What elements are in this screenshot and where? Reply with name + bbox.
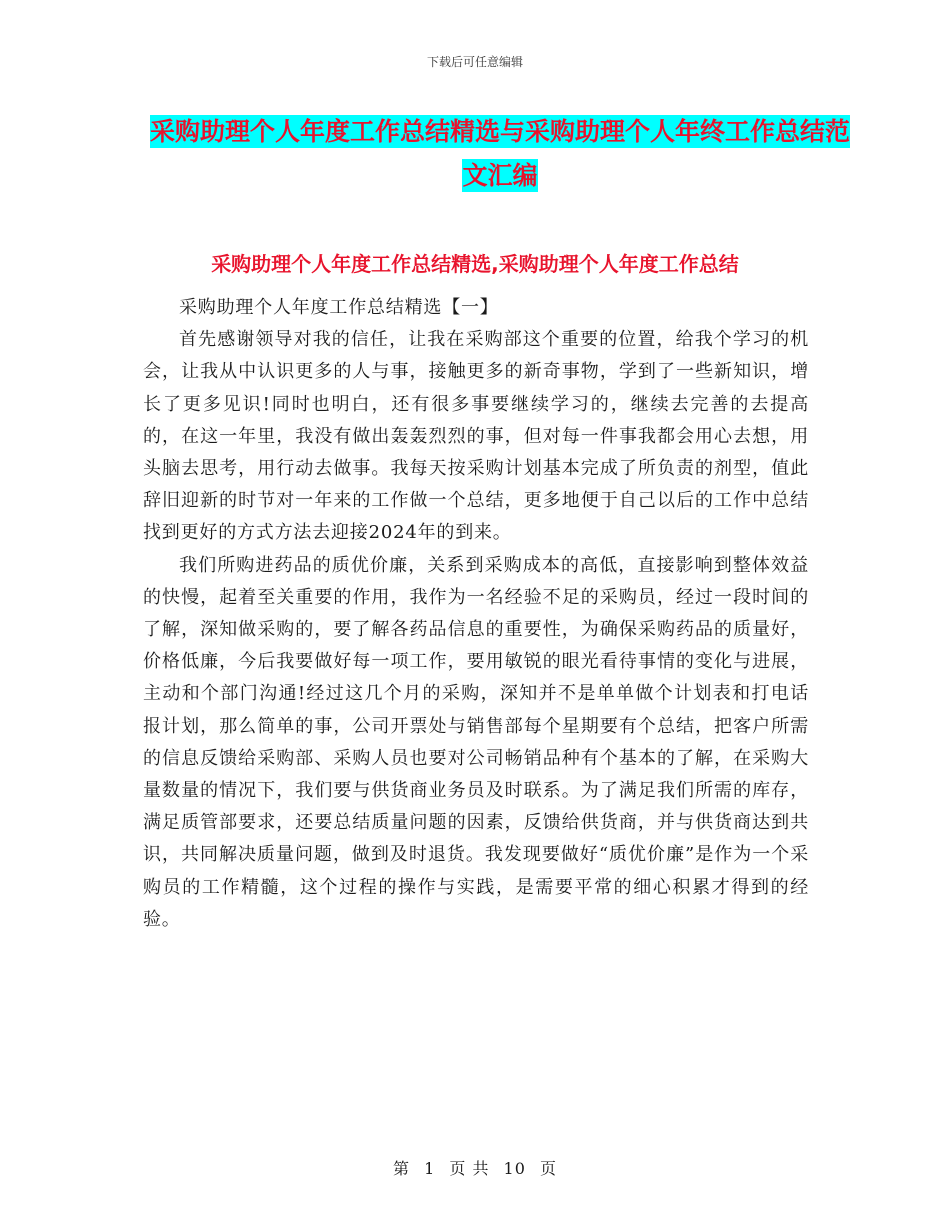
- body-subheading: 采购助理个人年度工作总结精选【一】: [179, 297, 499, 318]
- page-header-note: 下载后可任意编辑: [426, 55, 523, 69]
- footer-current-page: 1: [424, 1159, 436, 1178]
- document-body: [143, 292, 809, 936]
- footer-label-page: 第: [392, 1159, 410, 1178]
- body-paragraph-1: 首先感谢领导对我的信任，让我在采购部这个重要的位置，给我个学习的机会，让我从中认识更多的人与事，接触更多的新奇事物，学到了一些新知识，增长了更多见识!同时也明白，还有很多事要继续学习的，继续去完善的去提高的，在这一年里，我没有做出轰轰烈烈的事，但对每一件事我都会用心去想，用头脑去思考，用行动去做事。我每天按采购计划基本完成了所负责的剂型，值此辞旧迎新的时节对一年来的工作做一个总结，更多地便于自己以后的工作中总结找到更好的方式方法去迎接2024年的到来。: [143, 329, 809, 544]
- footer-label-of: 页 共: [449, 1159, 490, 1178]
- body-paragraph-2: 我们所购进药品的质优价廉，关系到采购成本的高低，直接影响到整体效益的快慢，起着至关重要的作用，我作为一名经验不足的采购员，经过一段时间的了解，深知做采购的，要了解各药品信息的重要性，为确保采购药品的质量好，价格低廉，今后我要做好每一项工作，要用敏锐的眼光看待事情的变化与进展，主动和个部门沟通!经过这几个月的采购，深知并不是单单做个计划表和打电话报计划，那么简单的事，公司开票处与销售部每个星期要有个总结，把客户所需的信息反馈给采购部、采购人员也要对公司畅销品种有个基本的了解，在采购大量数量的情况下，我们要与供货商业务员及时联系。为了满足我们所需的库存，满足质管部要求，还要总结质量问题的因素，反馈给供货商，并与供货商达到共识，共同解决质量问题，做到及时退货。我发现要做好“质优价廉”是作为一个采购员的工作精髓，这个过程的操作与实践，是需要平常的细心积累才得到的经验。: [143, 554, 809, 930]
- page-footer: [0, 1156, 950, 1179]
- document-title: [140, 110, 860, 198]
- footer-label-pages: 页: [540, 1159, 558, 1178]
- footer-total-pages: 10: [503, 1159, 526, 1178]
- document-title-text: 采购助理个人年度工作总结精选与采购助理个人年终工作总结范文汇编: [149, 117, 850, 190]
- section-heading: 采购助理个人年度工作总结精选,采购助理个人年度工作总结: [211, 252, 739, 276]
